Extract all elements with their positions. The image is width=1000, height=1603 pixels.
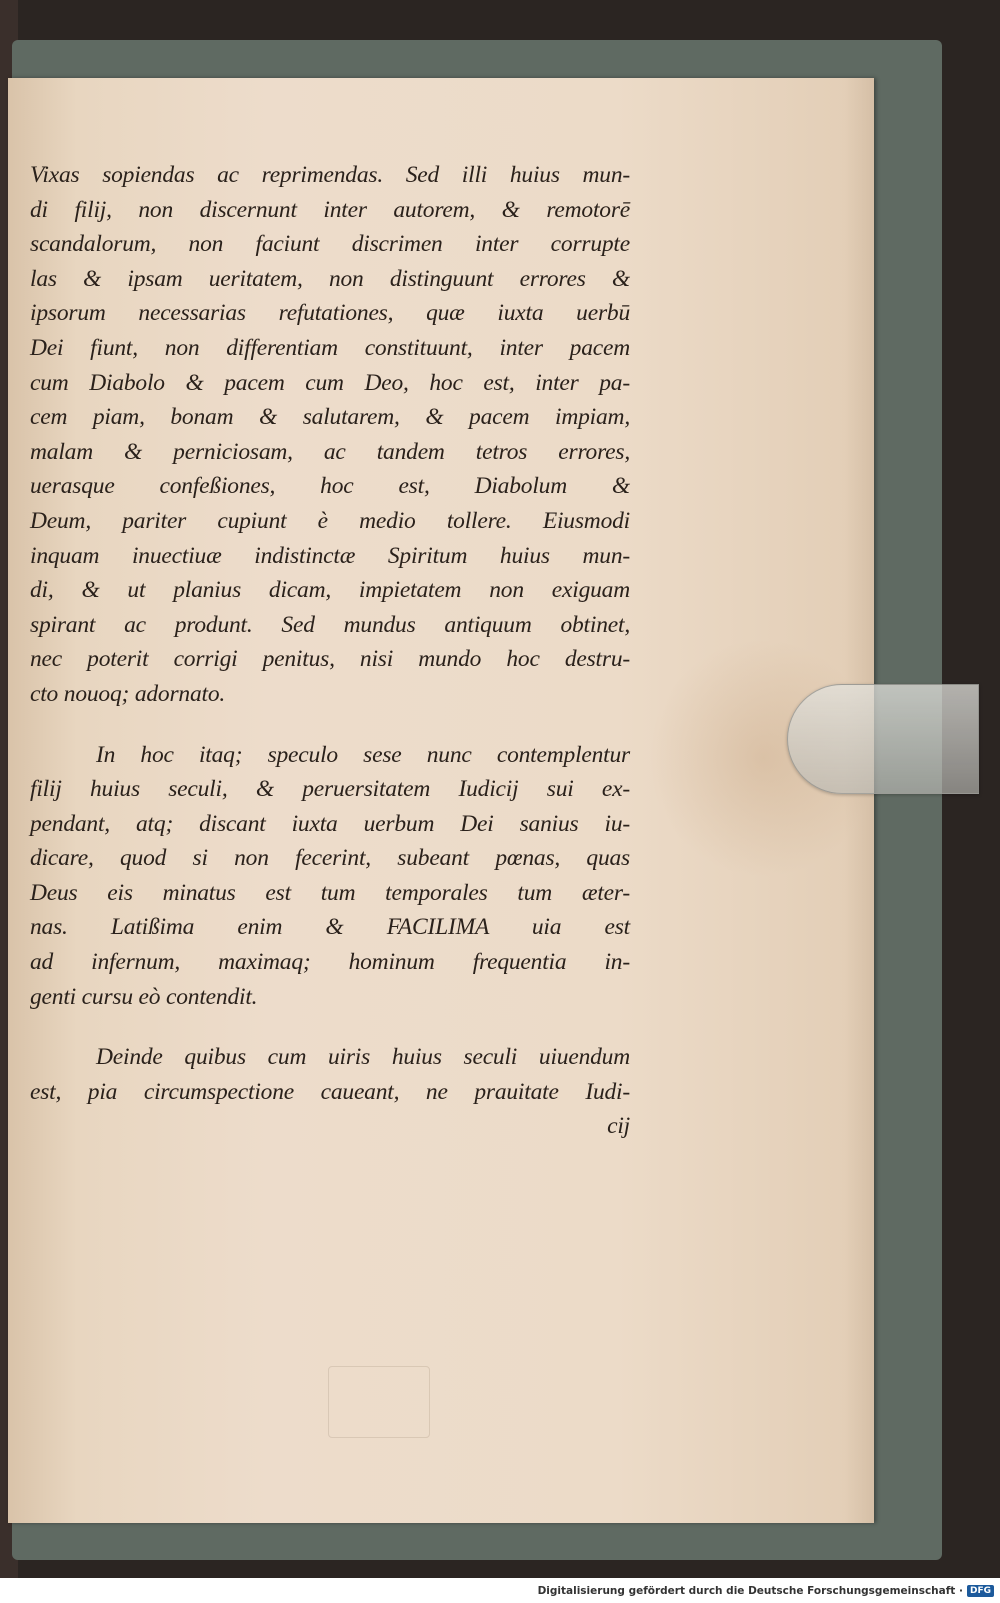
text-line: Deum, pariter cupiunt è medio tollere. Eiusmodi: [30, 507, 630, 534]
text-line: genti cursu eò contendit.: [30, 983, 258, 1010]
text-line: nas. Latißima enim & FACILIMA uia est: [30, 914, 630, 941]
text-line: inquam inuectiuæ indistinctæ Spiritum huius mun-: [30, 542, 630, 569]
text-line: est, pia circumspectione caueant, ne prauitate Iudi-: [30, 1078, 630, 1105]
text-line: Deinde quibus cum uiris huius seculi uiuendum: [96, 1044, 630, 1071]
text-line: dicare, quod si non fecerint, subeant pœnas, quas: [30, 845, 630, 872]
digitization-credit: [538, 1583, 994, 1599]
text-line: ipsorum necessarias refutationes, quæ iuxta uerbū: [30, 300, 630, 327]
text-line: cum Diabolo & pacem cum Deo, hoc est, inter pa-: [30, 369, 630, 396]
text-line: di, & ut planius dicam, impietatem non exiguam: [30, 577, 630, 604]
text-line: filij huius seculi, & peruersitatem Iudicij sui ex-: [30, 776, 630, 803]
text-line: cto nouoq; adornato.: [30, 680, 226, 707]
library-stamp-faint: [328, 1366, 430, 1438]
text-line: pendant, atq; discant iuxta uerbum Dei sanius iu-: [30, 810, 630, 837]
catchword: cij: [607, 1113, 630, 1140]
bookmark-clip: [787, 684, 979, 794]
text-line: In hoc itaq; speculo sese nunc contemplentur: [96, 741, 630, 768]
text-line: spirant ac produnt. Sed mundus antiquum obtinet,: [30, 611, 630, 638]
text-line: nec poterit corrigi penitus, nisi mundo hoc destru-: [30, 646, 630, 673]
text-line: malam & perniciosam, ac tandem tetros errores,: [30, 438, 630, 465]
text-line: Deus eis minatus est tum temporales tum æter-: [30, 879, 630, 906]
credit-text: Digitalisierung gefördert durch die Deutsche Forschungsgemeinschaft ·: [537, 1585, 963, 1597]
text-line: uerasque confeßiones, hoc est, Diabolum &: [30, 473, 630, 500]
dfg-logo: DFG: [967, 1585, 994, 1597]
text-line: cem piam, bonam & salutarem, & pacem impiam,: [30, 404, 630, 431]
text-line: scandalorum, non faciunt discrimen inter corrupte: [30, 231, 630, 258]
text-line: las & ipsam ueritatem, non distinguunt errores &: [30, 265, 630, 292]
text-line: ad infernum, maximaq; hominum frequentia in-: [30, 949, 630, 976]
text-line: Dei fiunt, non differentiam constituunt, inter pacem: [30, 334, 630, 361]
page-text: [30, 158, 630, 1144]
paragraph-1: [30, 158, 630, 712]
text-line: di filij, non discernunt inter autorem, & remotorē: [30, 196, 630, 223]
paragraph-3: [30, 1040, 630, 1144]
text-line: Vixas sopiendas ac reprimendas. Sed illi huius mun-: [30, 162, 630, 188]
paragraph-2: [30, 738, 630, 1015]
